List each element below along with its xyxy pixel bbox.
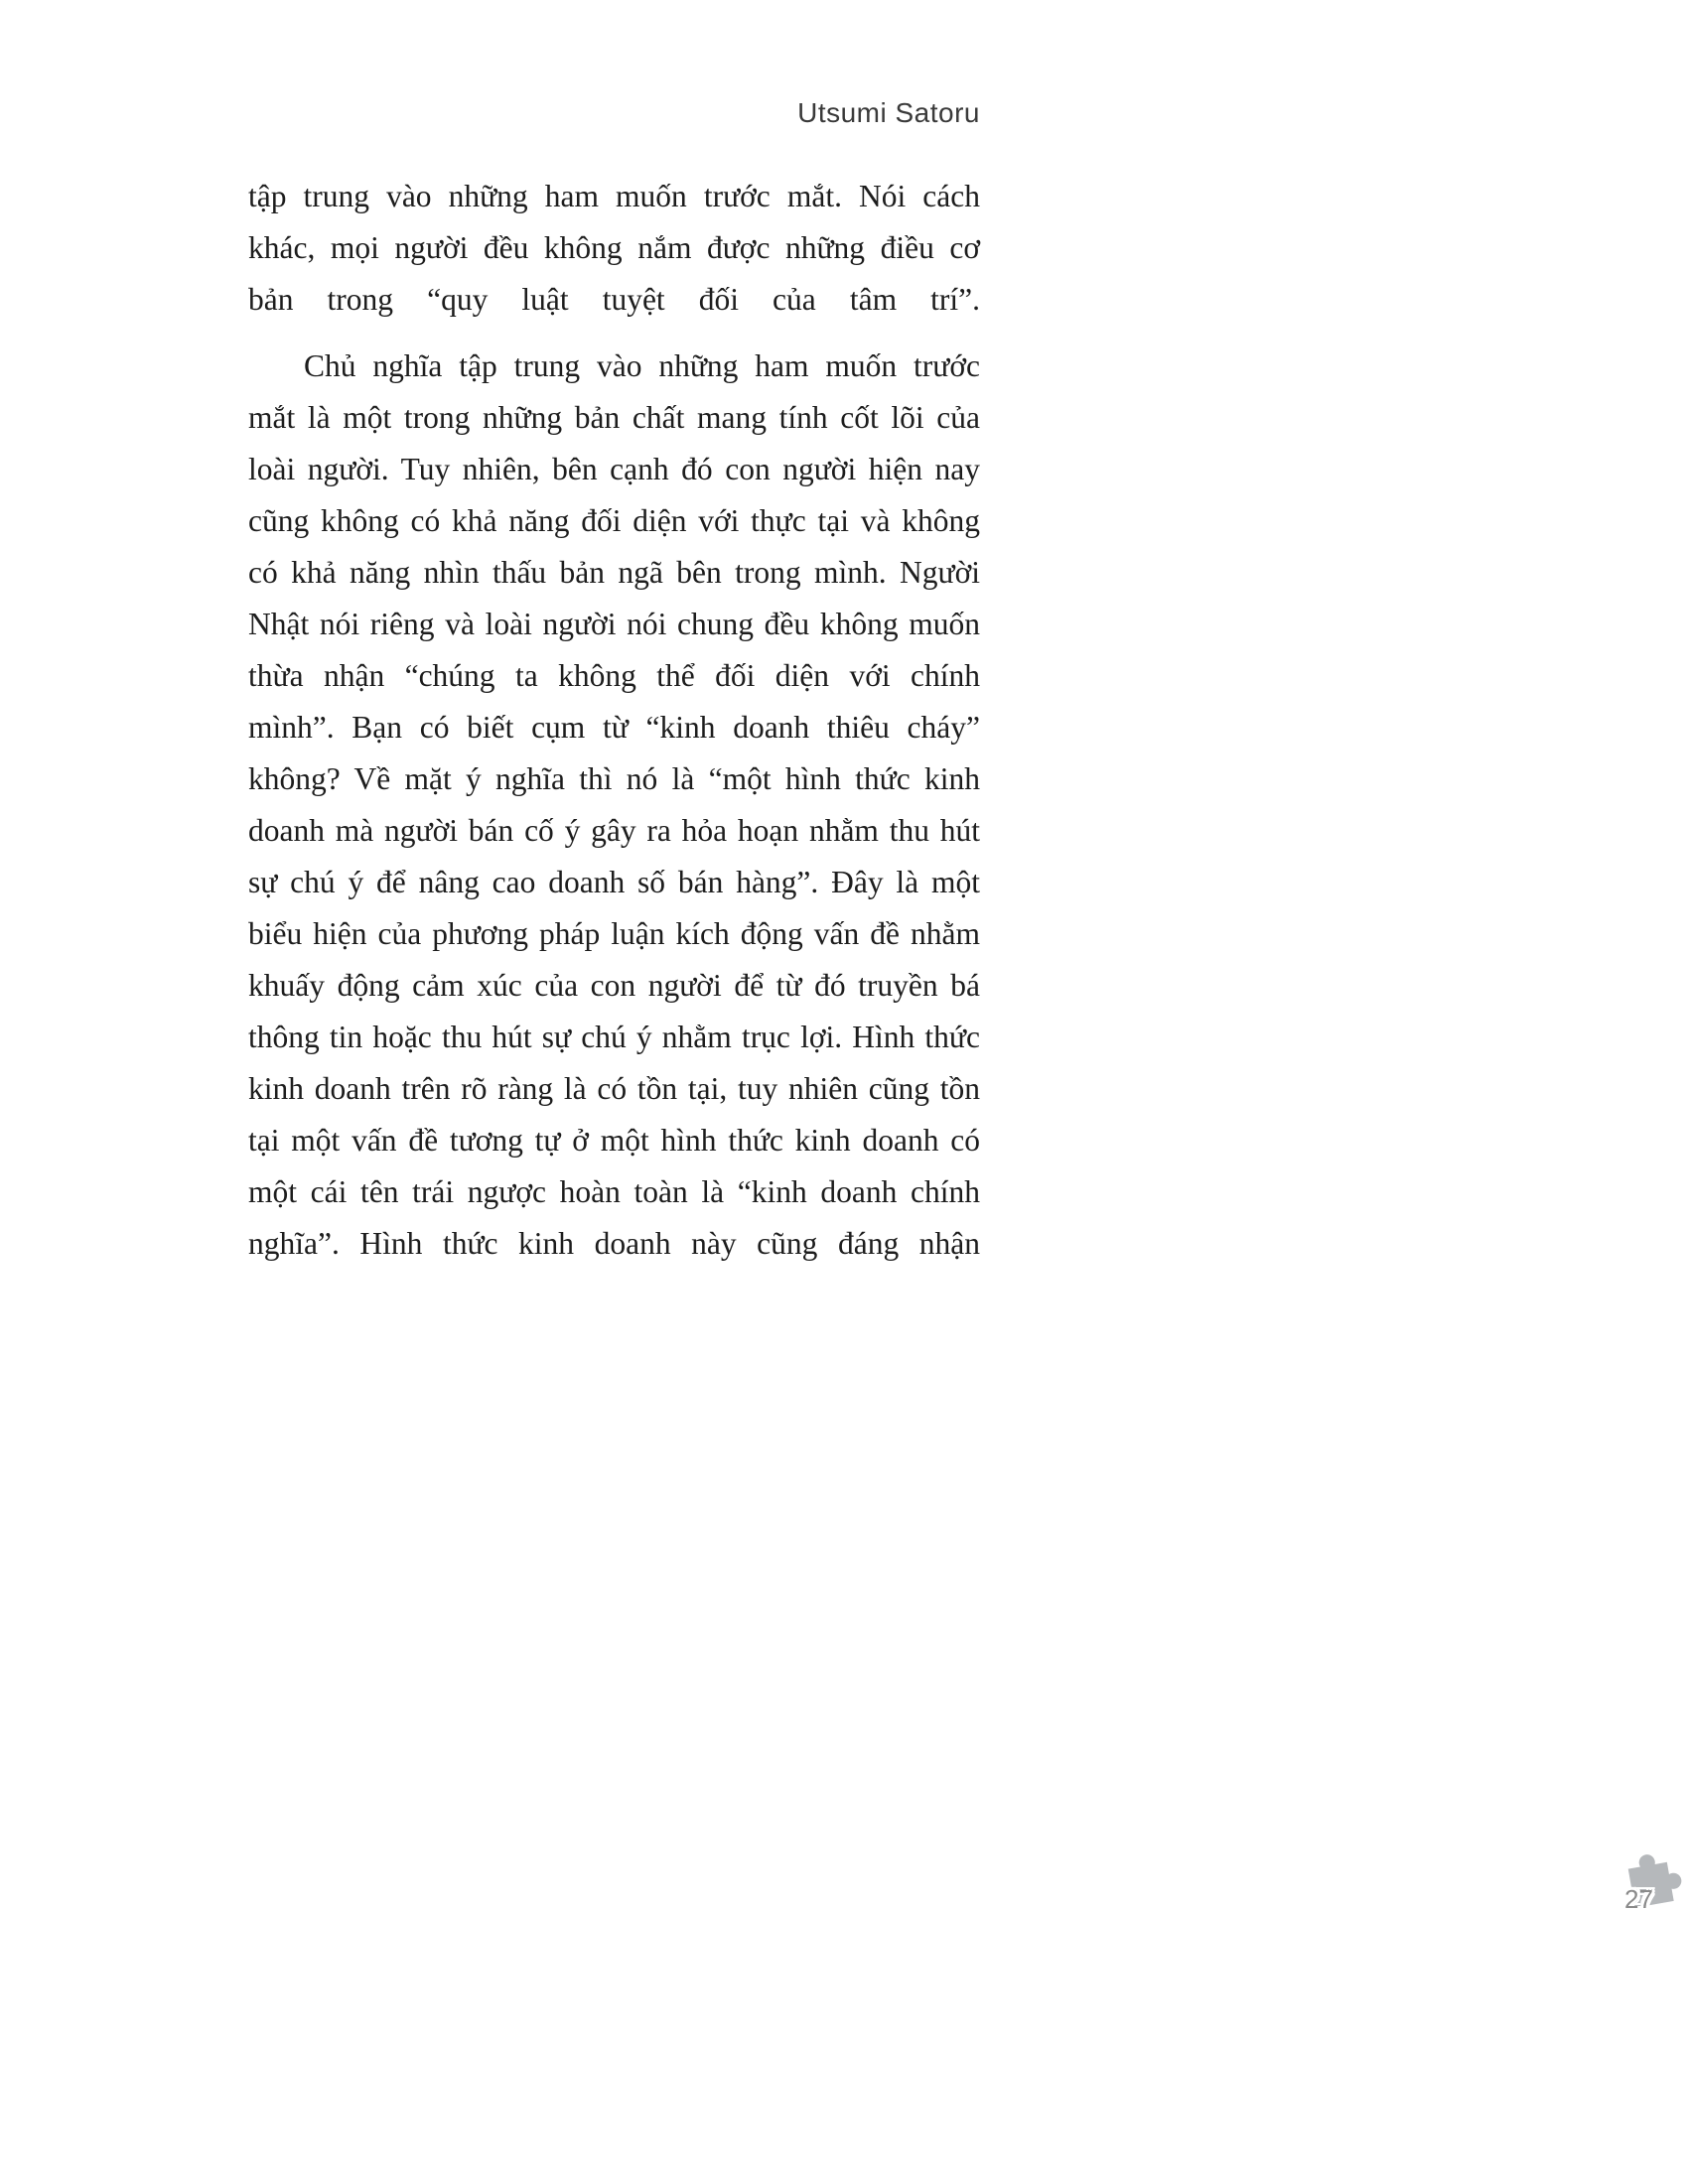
paragraph: tập trung vào những ham muốn trước mắt. Nói cách khác, mọi người đều không nắm được những điều cơ bản trong “quy luật tuyệt đối của tâm trí”. (248, 179, 980, 317)
page-footer (1607, 1844, 1688, 1924)
page-number: 27 (1624, 1884, 1653, 1914)
running-header: Utsumi Satoru (797, 97, 980, 128)
body-text (248, 171, 980, 1270)
paragraph: Chủ nghĩa tập trung vào những ham muốn trước mắt là một trong những bản chất mang tính cốt lõi của loài người. Tuy nhiên, bên cạnh đó con người hiện nay cũng không có khả năng đối diện với thực tại và không có khả năng nhìn thấu bản ngã bên trong mình. Người Nhật nói riêng và loài người nói chung đều không muốn thừa nhận “chúng ta không thể đối diện với chính mình”. Bạn có biết cụm từ “kinh doanh thiêu cháy” không? Về mặt ý nghĩa thì nó là “một hình thức kinh doanh mà người bán cố ý gây ra hỏa hoạn nhằm thu hút sự chú ý để nâng cao doanh số bán hàng”. Đây là một biểu hiện của phương pháp luận kích động vấn đề nhằm khuấy động cảm xúc của con người để từ đó truyền bá thông tin hoặc thu hút sự chú ý nhằm trục lợi. Hình thức kinh doanh trên rõ ràng là có tồn tại, tuy nhiên cũng tồn tại một vấn đề tương tự ở một hình thức kinh doanh có một cái tên trái ngược hoàn toàn là “kinh doanh chính nghĩa”. Hình thức kinh doanh này cũng đáng nhận (248, 348, 980, 1261)
